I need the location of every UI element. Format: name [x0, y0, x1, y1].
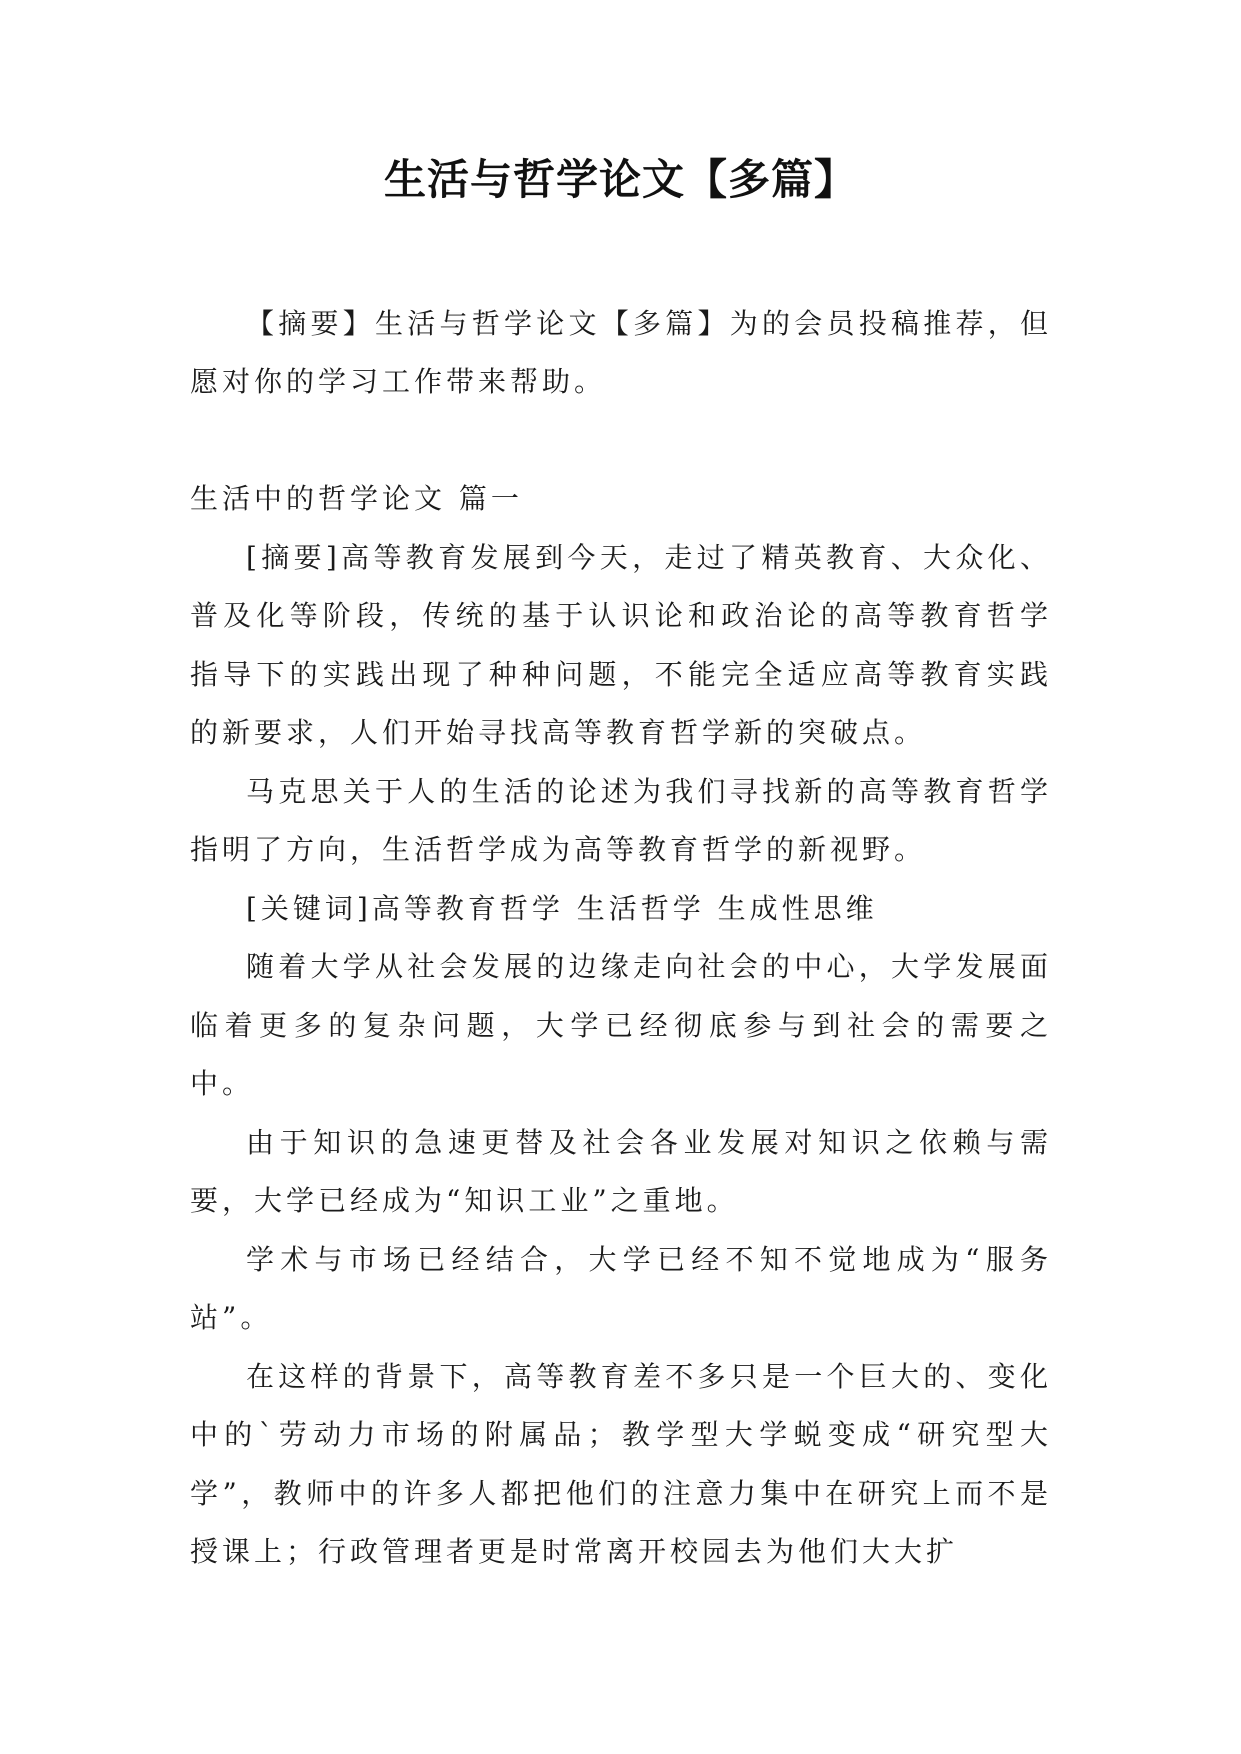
section-heading: 生活中的哲学论文 篇一	[190, 482, 523, 515]
paragraph-keywords: [关键词]高等教育哲学 生活哲学 生成性思维	[246, 891, 878, 925]
main-body	[190, 470, 1052, 1582]
paragraph-labor-market: 在这样的背景下，高等教育差不多只是一个巨大的、变化中的`劳动力市场的附属品；教学型大学蜕变成“研究型大学”，教师中的许多人都把他们的注意力集中在研究上而不是授课上；行政管理者更是时常离开校园去为他们大大扩	[190, 1359, 1052, 1568]
paragraph-knowledge-industry: 由于知识的急速更替及社会各业发展对知识之依赖与需要，大学已经成为“知识工业”之重地。	[190, 1125, 1052, 1217]
abstract-block	[190, 295, 1052, 411]
paragraph-university-center: 随着大学从社会发展的边缘走向社会的中心，大学发展面临着更多的复杂问题，大学已经彻底参与到社会的需要之中。	[190, 950, 1052, 1100]
paragraph-service-station: 学术与市场已经结合，大学已经不知不觉地成为“服务站”。	[190, 1242, 1052, 1334]
paragraph-abstract: [摘要]高等教育发展到今天，走过了精英教育、大众化、普及化等阶段，传统的基于认识论和政治论的高等教育哲学指导下的实践出现了种种问题，不能完全适应高等教育实践的新要求，人们开始寻找高等教育哲学新的突破点。	[190, 540, 1052, 749]
abstract-paragraph: 【摘要】生活与哲学论文【多篇】为的会员投稿推荐，但愿对你的学习工作带来帮助。	[190, 307, 1052, 398]
document-title: 生活与哲学论文【多篇】	[383, 155, 857, 204]
paragraph-marx: 马克思关于人的生活的论述为我们寻找新的高等教育哲学指明了方向，生活哲学成为高等教育哲学的新视野。	[190, 774, 1052, 866]
